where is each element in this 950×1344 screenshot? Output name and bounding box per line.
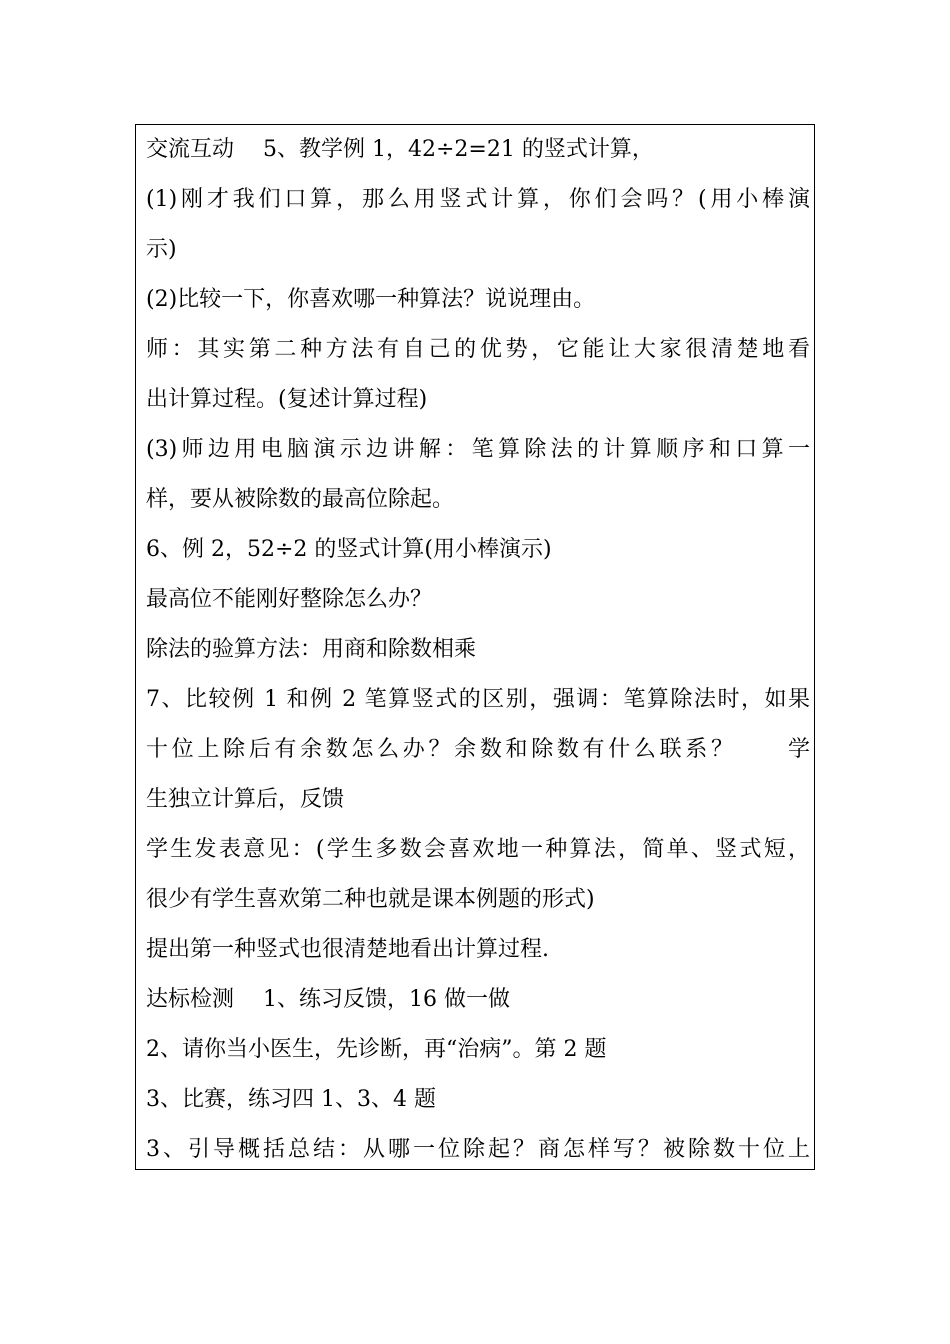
text-line: 7、比较例 1 和例 2 笔算竖式的区别，强调：笔算除法时，如果 [146,687,810,712]
text-line: 十位上除后有余数怎么办？余数和除数有什么联系？ 学 [146,737,810,762]
text-line: 最高位不能刚好整除怎么办？ [146,587,433,612]
text-line: (1)刚才我们口算，那么用竖式计算，你们会吗？(用小棒演 [146,187,810,212]
text-line: 提出第一种竖式也很清楚地看出计算过程. [146,937,549,962]
text-line: 达标检测 1、练习反馈，16 做一做 [146,987,510,1012]
text-line: 出计算过程。(复述计算过程) [146,387,428,412]
text-line: 师：其实第二种方法有自己的优势，它能让大家很清楚地看 [146,337,810,362]
text-line: 生独立计算后，反馈 [146,787,345,812]
text-line: (2)比较一下，你喜欢哪一种算法？说说理由。 [146,287,596,312]
text-line: 3、引导概括总结：从哪一位除起？商怎样写？被除数十位上 [146,1137,810,1162]
text-line: 6、例 2，52÷2 的竖式计算(用小棒演示) [146,537,552,562]
text-line: 除法的验算方法：用商和除数相乘 [146,637,477,662]
text-line: 很少有学生喜欢第二种也就是课本例题的形式) [146,887,595,912]
text-line: 样，要从被除数的最高位除起。 [146,487,455,512]
lesson-plan-table-cell [135,124,815,1170]
text-line: (3)师边用电脑演示边讲解：笔算除法的计算顺序和口算一 [146,437,810,462]
text-line: 3、比赛，练习四 1、3、4 题 [146,1087,436,1112]
text-line: 2、请你当小医生，先诊断，再“治病”。第 2 题 [146,1037,607,1062]
text-line: 交流互动 5、教学例 1，42÷2=21 的竖式计算， [146,137,654,162]
text-line: 学生发表意见：(学生多数会喜欢地一种算法，简单、竖式短， [146,837,810,862]
text-line: 示) [146,237,177,262]
